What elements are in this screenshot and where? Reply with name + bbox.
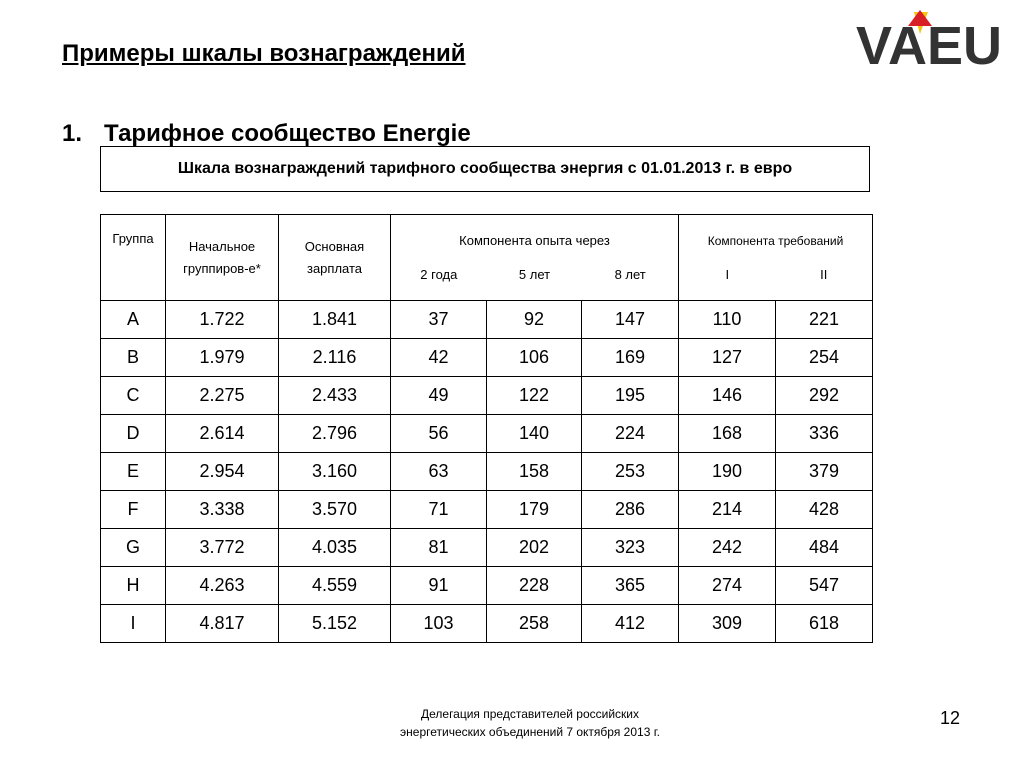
table-cell: 37 xyxy=(391,301,487,339)
table-row xyxy=(101,377,873,415)
table-cell: 147 xyxy=(582,301,679,339)
table-cell: 92 xyxy=(487,301,582,339)
table-cell: 179 xyxy=(487,491,582,529)
header-requirements xyxy=(679,215,873,301)
table-cell: 2.275 xyxy=(166,377,279,415)
table-caption: Шкала вознаграждений тарифного сообщества энергия с 01.01.2013 г. в евро xyxy=(100,146,870,192)
table-row xyxy=(101,301,873,339)
table-cell: 286 xyxy=(582,491,679,529)
table-cell: 140 xyxy=(487,415,582,453)
table-cell: A xyxy=(101,301,166,339)
table-cell: 4.559 xyxy=(279,567,391,605)
table-cell: 323 xyxy=(582,529,679,567)
table-cell: 428 xyxy=(776,491,873,529)
experience-title: Компонента опыта через xyxy=(459,232,610,248)
table-cell: 195 xyxy=(582,377,679,415)
footer xyxy=(320,705,740,741)
table-cell: 224 xyxy=(582,415,679,453)
table-cell: 158 xyxy=(487,453,582,491)
table-cell: 379 xyxy=(776,453,873,491)
table-cell: 1.979 xyxy=(166,339,279,377)
table-cell: 56 xyxy=(391,415,487,453)
table-row xyxy=(101,567,873,605)
table-cell: 484 xyxy=(776,529,873,567)
table-cell: 42 xyxy=(391,339,487,377)
table-cell: D xyxy=(101,415,166,453)
table-cell: 190 xyxy=(679,453,776,491)
table-cell: 1.722 xyxy=(166,301,279,339)
table-cell: 2.433 xyxy=(279,377,391,415)
table-row xyxy=(101,339,873,377)
table-cell: 122 xyxy=(487,377,582,415)
table-cell: 4.817 xyxy=(166,605,279,643)
salary-table xyxy=(100,214,873,643)
table-cell: 228 xyxy=(487,567,582,605)
table-cell: 202 xyxy=(487,529,582,567)
table-cell: 547 xyxy=(776,567,873,605)
footer-line-1: Делегация представителей российских xyxy=(420,707,640,721)
table-cell: B xyxy=(101,339,166,377)
experience-2-years: 2 года xyxy=(420,266,458,282)
table-cell: 221 xyxy=(776,301,873,339)
table-cell: 3.160 xyxy=(279,453,391,491)
table-cell: 127 xyxy=(679,339,776,377)
table-row xyxy=(101,415,873,453)
table-cell: 4.035 xyxy=(279,529,391,567)
table-row xyxy=(101,453,873,491)
table-cell: 146 xyxy=(679,377,776,415)
table-cell: 618 xyxy=(776,605,873,643)
table-cell: E xyxy=(101,453,166,491)
section-heading-text: Тарифное сообщество Energie xyxy=(104,120,471,147)
table-cell: 242 xyxy=(679,529,776,567)
table-cell: 3.338 xyxy=(166,491,279,529)
vaeu-logo xyxy=(856,8,1022,68)
table-cell: F xyxy=(101,491,166,529)
table-cell: 214 xyxy=(679,491,776,529)
section-number: 1. xyxy=(62,120,83,147)
table-cell: 2.614 xyxy=(166,415,279,453)
table-cell: 5.152 xyxy=(279,605,391,643)
header-group: Группа xyxy=(101,215,166,301)
table-cell: 71 xyxy=(391,491,487,529)
header-experience xyxy=(391,215,679,301)
experience-8-years: 8 лет xyxy=(614,266,646,282)
table-cell: I xyxy=(101,605,166,643)
table-cell: C xyxy=(101,377,166,415)
table-cell: 253 xyxy=(582,453,679,491)
requirements-ii: II xyxy=(820,266,828,282)
table-cell: 1.841 xyxy=(279,301,391,339)
table-cell: 63 xyxy=(391,453,487,491)
table-row xyxy=(101,605,873,643)
requirements-title: Компонента требований xyxy=(707,233,844,248)
table-cell: H xyxy=(101,567,166,605)
table-cell: 309 xyxy=(679,605,776,643)
table-cell: 336 xyxy=(776,415,873,453)
table-cell: 103 xyxy=(391,605,487,643)
footer-line-2: энергетических объединений 7 октября 2013 г. xyxy=(400,725,660,739)
table-cell: 106 xyxy=(487,339,582,377)
table-cell: 274 xyxy=(679,567,776,605)
table-row xyxy=(101,491,873,529)
section-heading xyxy=(62,120,471,148)
requirements-i: I xyxy=(725,266,730,282)
table-cell: G xyxy=(101,529,166,567)
experience-5-years: 5 лет xyxy=(518,266,551,282)
table-cell: 3.772 xyxy=(166,529,279,567)
table-cell: 169 xyxy=(582,339,679,377)
table-cell: 110 xyxy=(679,301,776,339)
logo-text: VAEU xyxy=(856,16,1003,68)
table-cell: 49 xyxy=(391,377,487,415)
table-header-row xyxy=(101,215,873,301)
slide-title: Примеры шкалы вознаграждений xyxy=(62,40,466,67)
table-cell: 168 xyxy=(679,415,776,453)
header-base-salary: Основная зарплата xyxy=(279,215,391,301)
table-cell: 2.116 xyxy=(279,339,391,377)
table-cell: 2.954 xyxy=(166,453,279,491)
header-initial: Начальное группиров-е* xyxy=(166,215,279,301)
table-cell: 2.796 xyxy=(279,415,391,453)
table-cell: 292 xyxy=(776,377,873,415)
table-cell: 81 xyxy=(391,529,487,567)
page-number: 12 xyxy=(940,708,961,728)
table-cell: 412 xyxy=(582,605,679,643)
table-cell: 258 xyxy=(487,605,582,643)
table-cell: 3.570 xyxy=(279,491,391,529)
table-cell: 365 xyxy=(582,567,679,605)
table-row xyxy=(101,529,873,567)
table-cell: 254 xyxy=(776,339,873,377)
table-cell: 4.263 xyxy=(166,567,279,605)
table-cell: 91 xyxy=(391,567,487,605)
